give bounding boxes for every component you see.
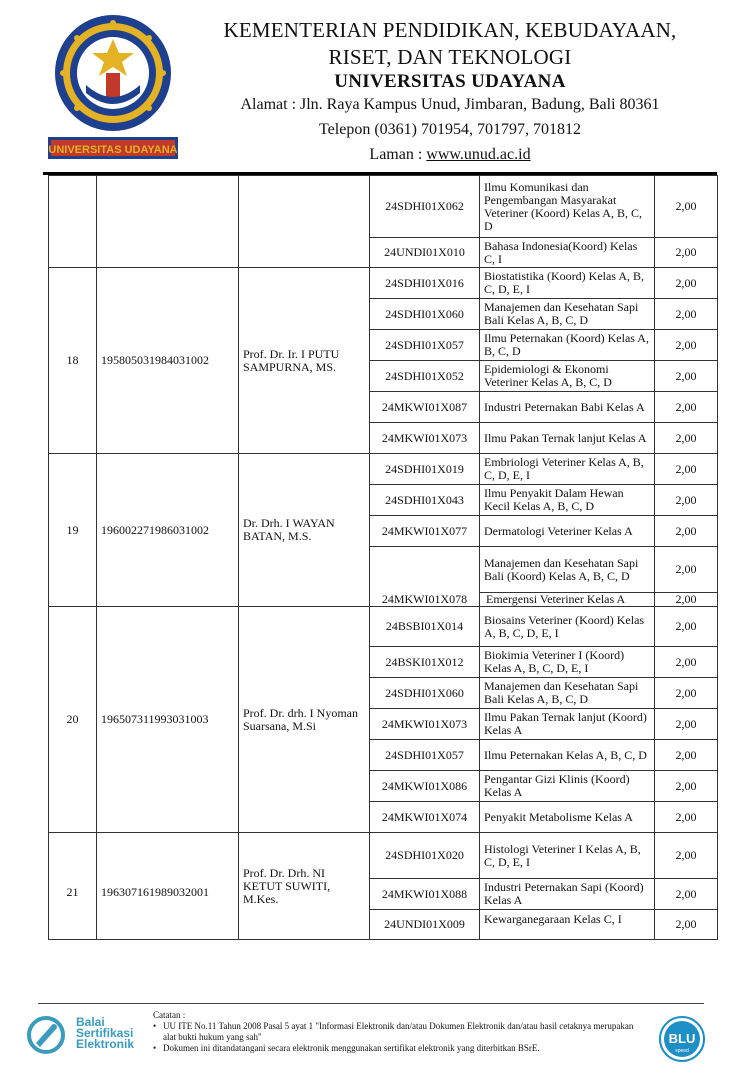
course-code: 24SDHI01X060 <box>370 678 480 709</box>
credits: 2,00 <box>655 607 718 647</box>
course-code: 24MKWI01X087 <box>370 392 480 423</box>
course-name: Manajemen dan Kesehatan Sapi Bali Kelas A, B, C, D <box>480 678 655 709</box>
course-code: 24SDHI01X019 <box>370 454 480 485</box>
course-code: 24MKWI01X073 <box>370 423 480 454</box>
credits: 2,00 <box>655 176 718 238</box>
course-name: Dermatologi Veteriner Kelas A <box>480 516 655 547</box>
blu-text: BLU <box>668 1031 696 1046</box>
course-name: Biostatistika (Koord) Kelas A, B, C, D, E, I <box>480 268 655 299</box>
nip: 196002271986031002 <box>97 454 239 607</box>
footer-rule <box>38 1003 704 1004</box>
website-link[interactable]: www.unud.ac.id <box>426 146 531 163</box>
credits: 2,00 <box>655 268 718 299</box>
course-code <box>370 547 480 593</box>
table-row <box>49 176 718 238</box>
course-code: 24UNDI01X010 <box>370 238 480 268</box>
credits: 2,00 <box>655 392 718 423</box>
credits: 2,00 <box>655 910 718 940</box>
university-name: UNIVERSITAS UDAYANA <box>334 71 566 92</box>
course-code: 24SDHI01X052 <box>370 361 480 392</box>
course-name: Ilmu Peternakan (Koord) Kelas A, B, C, D <box>480 330 655 361</box>
ministry-line-2: RISET, DAN TEKNOLOGI <box>328 45 572 69</box>
credits: 2,00 <box>655 678 718 709</box>
course-code: 24BSBI01X014 <box>370 607 480 647</box>
website: Laman : www.unud.ac.id <box>369 146 531 163</box>
lecturer-course-table <box>48 175 718 940</box>
credits: 2,00 <box>655 709 718 740</box>
credits: 2,00 <box>655 547 718 593</box>
credits: 2,00 <box>655 361 718 392</box>
course-code: 24SDHI01X016 <box>370 268 480 299</box>
course-name: Industri Peternakan Babi Kelas A <box>480 392 655 423</box>
lecturer-name: Prof. Dr. Drh. NI KETUT SUWITI, M.Kes. <box>239 833 370 940</box>
course-name: Epidemiologi & Ekonomi Veteriner Kelas A, B, C, D <box>480 361 655 392</box>
course-name: Emergensi Veteriner Kelas A <box>480 593 655 607</box>
row-number: 21 <box>49 833 97 940</box>
credits: 2,00 <box>655 647 718 678</box>
credits: 2,00 <box>655 593 718 607</box>
credits: 2,00 <box>655 802 718 833</box>
course-code: 24SDHI01X057 <box>370 740 480 771</box>
nip: 196307161989032001 <box>97 833 239 940</box>
note-item: • UU ITE No.11 Tahun 2008 Pasal 5 ayat 1 "Informasi Elektronik dan/atau Dokumen Elektronik dan/atau hasil cetaknya merupakan alat bukti hukum yang sah" <box>153 1021 643 1043</box>
course-code: 24BSKI01X012 <box>370 647 480 678</box>
table-row <box>49 607 718 647</box>
course-code: 24MKWI01X074 <box>370 802 480 833</box>
credits: 2,00 <box>655 879 718 910</box>
course-code: 24MKWI01X073 <box>370 709 480 740</box>
notes-title: Catatan : <box>153 1010 186 1020</box>
credits: 2,00 <box>655 299 718 330</box>
lecturer-name: Prof. Dr. drh. I Nyoman Suarsana, M.Si <box>239 607 370 833</box>
course-name: Ilmu Pakan Ternak lanjut Kelas A <box>480 423 655 454</box>
universitas-udayana-logo <box>46 13 180 161</box>
course-name: Biokimia Veteriner I (Koord) Kelas A, B, C, D, E, I <box>480 647 655 678</box>
course-name: Kewarganegaraan Kelas C, I <box>480 910 655 940</box>
blu-logo <box>658 1015 706 1063</box>
row-number: 20 <box>49 607 97 833</box>
credits: 2,00 <box>655 516 718 547</box>
table-row <box>49 268 718 299</box>
nip: 196507311993031003 <box>97 607 239 833</box>
course-code: 24SDHI01X060 <box>370 299 480 330</box>
course-code: 24SDHI01X043 <box>370 485 480 516</box>
bsre-label: Balai Sertifikasi Elektronik <box>76 1015 135 1051</box>
course-code: 24MKWI01X077 <box>370 516 480 547</box>
row-number: 19 <box>49 454 97 607</box>
credits: 2,00 <box>655 423 718 454</box>
credits: 2,00 <box>655 833 718 879</box>
footer-notes <box>153 1010 643 1054</box>
course-name: Embriologi Veteriner Kelas A, B, C, D, E, I <box>480 454 655 485</box>
course-name: Industri Peternakan Sapi (Koord) Kelas A <box>480 879 655 910</box>
course-code: 24UNDI01X009 <box>370 910 480 940</box>
course-code: 24MKWI01X088 <box>370 879 480 910</box>
credits: 2,00 <box>655 485 718 516</box>
course-code: 24SDHI01X062 <box>370 176 480 238</box>
course-name: Histologi Veteriner I Kelas A, B, C, D, E, I <box>480 833 655 879</box>
table-row <box>49 454 718 485</box>
course-name: Manajemen dan Kesehatan Sapi Bali Kelas A, B, C, D <box>480 299 655 330</box>
lecturer-name: Prof. Dr. Ir. I PUTU SAMPURNA, MS. <box>239 268 370 454</box>
course-code: 24MKWI01X086 <box>370 771 480 802</box>
credits: 2,00 <box>655 330 718 361</box>
course-name: Ilmu Pakan Ternak lanjut (Koord) Kelas A <box>480 709 655 740</box>
course-name: Biosains Veteriner (Koord) Kelas A, B, C, D, E, I <box>480 607 655 647</box>
course-code: 24SDHI01X020 <box>370 833 480 879</box>
course-code: 24MKWI01X078 <box>370 593 480 607</box>
address: Alamat : Jln. Raya Kampus Unud, Jimbaran, Badung, Bali 80361 <box>240 96 660 113</box>
note-item: • Dokumen ini ditandatangani secara elektronik menggunakan sertifikat elektronik yang diterbitkan BSrE. <box>153 1043 643 1054</box>
nip: 195805031984031002 <box>97 268 239 454</box>
course-name: Penyakit Metabolisme Kelas A <box>480 802 655 833</box>
course-name: Pengantar Gizi Klinis (Koord) Kelas A <box>480 771 655 802</box>
course-name: Ilmu Penyakit Dalam Hewan Kecil Kelas A, B, C, D <box>480 485 655 516</box>
credits: 2,00 <box>655 740 718 771</box>
lecturer-name: Dr. Drh. I WAYAN BATAN, M.S. <box>239 454 370 607</box>
course-name: Bahasa Indonesia(Koord) Kelas C, I <box>480 238 655 268</box>
table-row <box>49 833 718 879</box>
ministry-line-1: KEMENTERIAN PENDIDIKAN, KEBUDAYAAN, <box>223 18 677 42</box>
credits: 2,00 <box>655 238 718 268</box>
course-name: Ilmu Peternakan Kelas A, B, C, D <box>480 740 655 771</box>
phone: Telepon (0361) 701954, 701797, 701812 <box>319 121 581 138</box>
logo-banner-text: UNIVERSITAS UDAYANA <box>48 144 178 156</box>
credits: 2,00 <box>655 454 718 485</box>
row-number: 18 <box>49 268 97 454</box>
course-name: Ilmu Komunikasi dan Pengembangan Masyarakat Veteriner (Koord) Kelas A, B, C, D <box>480 176 655 238</box>
credits: 2,00 <box>655 771 718 802</box>
blu-sub-text: speed <box>675 1048 689 1054</box>
course-name: Manajemen dan Kesehatan Sapi Bali (Koord) Kelas A, B, C, D <box>480 547 655 593</box>
course-code: 24SDHI01X057 <box>370 330 480 361</box>
